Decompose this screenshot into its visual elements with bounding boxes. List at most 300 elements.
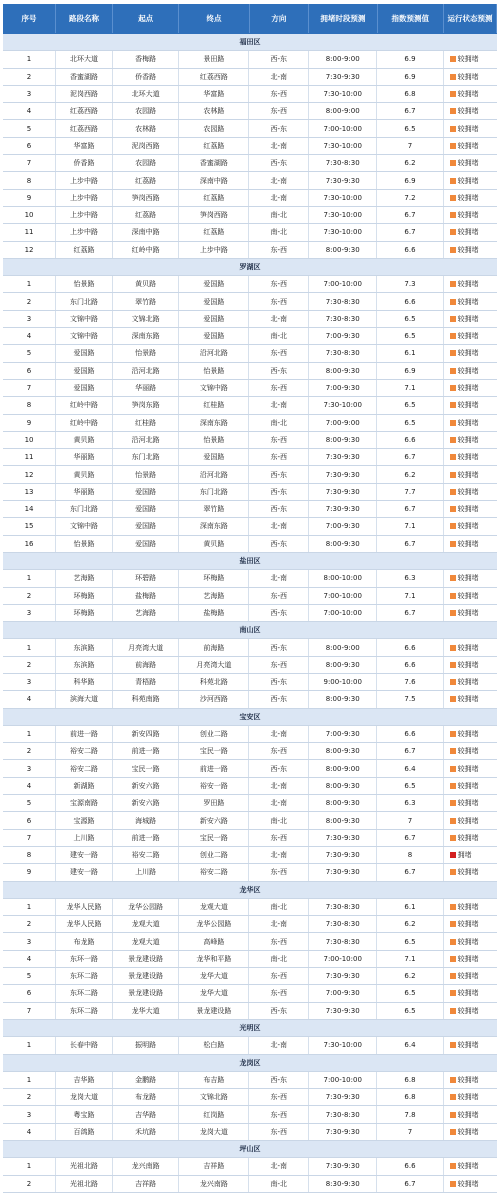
- status-cell: [444, 743, 497, 759]
- status-indicator-icon: [450, 696, 456, 702]
- index-value-cell: 6.4: [377, 1037, 443, 1053]
- index-value-cell: 6.6: [377, 726, 443, 742]
- congestion-period-cell: 7:30-10:00: [309, 207, 377, 223]
- index-value-cell: 7.7: [377, 484, 443, 500]
- status-indicator-icon: [450, 904, 456, 910]
- status-cell: [444, 933, 497, 949]
- end-point-cell: 布吉路: [179, 1072, 249, 1088]
- index-value-cell: 6.8: [377, 86, 443, 102]
- status-cell: [444, 778, 497, 794]
- congestion-period-cell: 7:30-10:00: [309, 1037, 377, 1053]
- start-point-cell: 青梧路: [113, 674, 179, 690]
- end-point-cell: 上步中路: [179, 242, 249, 258]
- status-cell: [444, 726, 497, 742]
- congestion-period-cell: 8:00-9:30: [309, 795, 377, 811]
- status-cell: [444, 397, 497, 413]
- start-point-cell: 深南中路: [113, 224, 179, 240]
- table-row: [3, 1106, 497, 1123]
- status-indicator-icon: [450, 1094, 456, 1100]
- start-point-cell: 海城路: [113, 812, 179, 828]
- status-label: 较拥堵: [457, 470, 479, 479]
- status-label: 较拥堵: [457, 366, 479, 375]
- table-header: [3, 4, 497, 34]
- table-row: [3, 363, 497, 380]
- index-value-cell: 6.8: [377, 1089, 443, 1105]
- table-row: [3, 985, 497, 1002]
- end-point-cell: 怡景路: [179, 363, 249, 379]
- table-row: [3, 830, 497, 847]
- congestion-period-cell: 7:30-9:30: [309, 172, 377, 188]
- status-label: 较拥堵: [457, 902, 479, 911]
- end-point-cell: 笋岗西路: [179, 207, 249, 223]
- status-indicator-icon: [450, 766, 456, 772]
- index-value-cell: 6.5: [377, 1003, 443, 1019]
- end-point-cell: 景田路: [179, 51, 249, 67]
- status-label: 较拥堵: [457, 920, 479, 929]
- status-label: 较拥堵: [457, 72, 479, 81]
- row-index-cell: 8: [3, 847, 56, 863]
- table-row: [3, 1089, 497, 1106]
- direction-cell: 东-西: [249, 933, 309, 949]
- road-name-cell: 裕安二路: [56, 760, 113, 776]
- end-point-cell: 景龙建设路: [179, 1003, 249, 1019]
- row-index-cell: 8: [3, 172, 56, 188]
- row-index-cell: 2: [3, 588, 56, 604]
- status-indicator-icon: [450, 91, 456, 97]
- status-cell: [444, 432, 497, 448]
- status-cell: [444, 103, 497, 119]
- direction-cell: 东-西: [249, 276, 309, 292]
- congestion-period-cell: 7:30-10:00: [309, 224, 377, 240]
- start-point-cell: 爱国路: [113, 518, 179, 534]
- table-row: [3, 397, 497, 414]
- status-cell: [444, 242, 497, 258]
- status-cell: [444, 345, 497, 361]
- end-point-cell: 龙华大道: [179, 985, 249, 1001]
- start-point-cell: 农园路: [113, 155, 179, 171]
- table-row: [3, 415, 497, 432]
- index-value-cell: 6.9: [377, 51, 443, 67]
- end-point-cell: 科苑北路: [179, 674, 249, 690]
- index-value-cell: 6.8: [377, 1072, 443, 1088]
- road-name-cell: 东环二路: [56, 985, 113, 1001]
- start-point-cell: 上川路: [113, 864, 179, 880]
- status-label: 较拥堵: [457, 487, 479, 496]
- index-value-cell: 6.7: [377, 501, 443, 517]
- row-index-cell: 3: [3, 86, 56, 102]
- end-point-cell: 沙河西路: [179, 691, 249, 707]
- congestion-period-cell: 7:00-10:00: [309, 1072, 377, 1088]
- table-row: [3, 328, 497, 345]
- table-row: [3, 276, 497, 293]
- status-indicator-icon: [450, 1042, 456, 1048]
- start-point-cell: 北环大道: [113, 86, 179, 102]
- table-row: [3, 1158, 497, 1175]
- row-index-cell: 9: [3, 415, 56, 431]
- start-point-cell: 景龙建设路: [113, 951, 179, 967]
- status-label: 较拥堵: [457, 660, 479, 669]
- row-index-cell: 2: [3, 69, 56, 85]
- status-indicator-icon: [450, 645, 456, 651]
- end-point-cell: 龙华和平路: [179, 951, 249, 967]
- status-indicator-icon: [450, 160, 456, 166]
- road-name-cell: 上步中路: [56, 190, 113, 206]
- table-row: [3, 570, 497, 587]
- direction-cell: 东-西: [249, 86, 309, 102]
- status-cell: [444, 293, 497, 309]
- table-row: [3, 1176, 497, 1193]
- start-point-cell: 龙华大道: [113, 1003, 179, 1019]
- index-value-cell: 8: [377, 847, 443, 863]
- table-row: [3, 968, 497, 985]
- status-cell: [444, 1072, 497, 1088]
- index-value-cell: 7.1: [377, 951, 443, 967]
- start-point-cell: 裕安二路: [113, 847, 179, 863]
- row-index-cell: 2: [3, 1176, 56, 1192]
- direction-cell: 北-南: [249, 847, 309, 863]
- end-point-cell: 前进一路: [179, 760, 249, 776]
- direction-cell: 西-东: [249, 155, 309, 171]
- start-point-cell: 红荔路: [113, 172, 179, 188]
- table-row: [3, 1124, 497, 1141]
- status-cell: [444, 172, 497, 188]
- direction-cell: 北-南: [249, 1037, 309, 1053]
- status-indicator-icon: [450, 956, 456, 962]
- start-point-cell: 龙观大道: [113, 916, 179, 932]
- end-point-cell: 深南中路: [179, 172, 249, 188]
- status-label: 较拥堵: [457, 1179, 479, 1188]
- start-point-cell: 爱国路: [113, 501, 179, 517]
- direction-cell: 西-东: [249, 639, 309, 655]
- status-indicator-icon: [450, 506, 456, 512]
- status-label: 较拥堵: [457, 55, 479, 64]
- start-point-cell: 禾坑路: [113, 1124, 179, 1140]
- start-point-cell: 爱国路: [113, 484, 179, 500]
- status-label: 较拥堵: [457, 107, 479, 116]
- road-name-cell: 光祖北路: [56, 1176, 113, 1192]
- end-point-cell: 高峰路: [179, 933, 249, 949]
- status-indicator-icon: [450, 869, 456, 875]
- end-point-cell: 裕安一路: [179, 778, 249, 794]
- table-row: [3, 812, 497, 829]
- road-name-cell: 文锦中路: [56, 328, 113, 344]
- table-row: [3, 518, 497, 535]
- row-index-cell: 11: [3, 449, 56, 465]
- road-name-cell: 东环二路: [56, 1003, 113, 1019]
- table-row: [3, 778, 497, 795]
- start-point-cell: 金鹏路: [113, 1072, 179, 1088]
- status-cell: [444, 1158, 497, 1174]
- road-name-cell: 东环一路: [56, 951, 113, 967]
- status-cell: [444, 847, 497, 863]
- road-name-cell: 上步中路: [56, 172, 113, 188]
- status-label: 较拥堵: [457, 1006, 479, 1015]
- status-label: 较拥堵: [457, 954, 479, 963]
- direction-cell: 西-东: [249, 501, 309, 517]
- road-name-cell: 科华路: [56, 674, 113, 690]
- direction-cell: 东-西: [249, 293, 309, 309]
- index-value-cell: 6.6: [377, 639, 443, 655]
- district-header: 坪山区: [3, 1141, 497, 1158]
- congestion-period-cell: 7:30-9:30: [309, 1158, 377, 1174]
- header-index-value: 指数预测值: [378, 4, 444, 33]
- index-value-cell: 6.2: [377, 968, 443, 984]
- direction-cell: 北-南: [249, 69, 309, 85]
- status-label: 较拥堵: [457, 1162, 479, 1171]
- status-label: 较拥堵: [457, 245, 479, 254]
- table-row: [3, 172, 497, 189]
- status-label: 较拥堵: [457, 972, 479, 981]
- status-cell: [444, 120, 497, 136]
- congestion-period-cell: 7:30-8:30: [309, 293, 377, 309]
- status-indicator-icon: [450, 368, 456, 374]
- table-row: [3, 899, 497, 916]
- road-name-cell: 华富路: [56, 138, 113, 154]
- start-point-cell: 沿河北路: [113, 432, 179, 448]
- status-label: 较拥堵: [457, 90, 479, 99]
- index-value-cell: 6.5: [377, 933, 443, 949]
- status-indicator-icon: [450, 818, 456, 824]
- status-label: 较拥堵: [457, 159, 479, 168]
- end-point-cell: 龙华公园路: [179, 916, 249, 932]
- congestion-period-cell: 8:00-9:30: [309, 778, 377, 794]
- road-name-cell: 龙华人民路: [56, 916, 113, 932]
- index-value-cell: 6.6: [377, 1158, 443, 1174]
- index-value-cell: 6.5: [377, 778, 443, 794]
- congestion-period-cell: 7:30-8:30: [309, 345, 377, 361]
- index-value-cell: 6.7: [377, 605, 443, 621]
- index-value-cell: 6.2: [377, 466, 443, 482]
- status-cell: [444, 951, 497, 967]
- start-point-cell: 艺海路: [113, 605, 179, 621]
- start-point-cell: 怡景路: [113, 466, 179, 482]
- status-cell: [444, 536, 497, 552]
- row-index-cell: 6: [3, 985, 56, 1001]
- status-indicator-icon: [450, 108, 456, 114]
- status-indicator-icon: [450, 1163, 456, 1169]
- status-label: 较拥堵: [457, 781, 479, 790]
- row-index-cell: 7: [3, 830, 56, 846]
- header-index: 序号: [3, 4, 56, 33]
- congestion-period-cell: 7:30-9:30: [309, 466, 377, 482]
- congestion-period-cell: 8:00-9:30: [309, 536, 377, 552]
- index-value-cell: 6.6: [377, 293, 443, 309]
- row-index-cell: 1: [3, 899, 56, 915]
- start-point-cell: 景龙建设路: [113, 968, 179, 984]
- end-point-cell: 龙岗大道: [179, 1124, 249, 1140]
- end-point-cell: 深南东路: [179, 518, 249, 534]
- row-index-cell: 4: [3, 951, 56, 967]
- row-index-cell: 9: [3, 864, 56, 880]
- status-cell: [444, 466, 497, 482]
- index-value-cell: 6.5: [377, 985, 443, 1001]
- road-name-cell: 爱国路: [56, 363, 113, 379]
- table-row: [3, 1037, 497, 1054]
- status-cell: [444, 190, 497, 206]
- road-name-cell: 爱国路: [56, 345, 113, 361]
- congestion-period-cell: 7:30-10:00: [309, 138, 377, 154]
- row-index-cell: 3: [3, 760, 56, 776]
- index-value-cell: 6.5: [377, 328, 443, 344]
- direction-cell: 南-北: [249, 224, 309, 240]
- status-indicator-icon: [450, 575, 456, 581]
- row-index-cell: 1: [3, 276, 56, 292]
- row-index-cell: 11: [3, 224, 56, 240]
- status-indicator-icon: [450, 299, 456, 305]
- road-name-cell: 红岭中路: [56, 415, 113, 431]
- index-value-cell: 6.7: [377, 224, 443, 240]
- district-header: 罗湖区: [3, 259, 497, 276]
- header-start: 起点: [113, 4, 179, 33]
- status-cell: [444, 968, 497, 984]
- congestion-period-cell: 7:00-10:00: [309, 276, 377, 292]
- status-cell: [444, 1037, 497, 1053]
- end-point-cell: 龙兴南路: [179, 1176, 249, 1192]
- direction-cell: 东-西: [249, 345, 309, 361]
- row-index-cell: 1: [3, 1072, 56, 1088]
- status-cell: [444, 415, 497, 431]
- road-name-cell: 建安一路: [56, 847, 113, 863]
- table-row: [3, 691, 497, 708]
- road-name-cell: 怡景路: [56, 536, 113, 552]
- congestion-period-cell: 7:30-8:30: [309, 899, 377, 915]
- status-cell: [444, 795, 497, 811]
- start-point-cell: 振明路: [113, 1037, 179, 1053]
- row-index-cell: 2: [3, 743, 56, 759]
- status-label: 较拥堵: [457, 539, 479, 548]
- direction-cell: 东-西: [249, 830, 309, 846]
- road-name-cell: 环梅路: [56, 605, 113, 621]
- row-index-cell: 3: [3, 933, 56, 949]
- status-cell: [444, 380, 497, 396]
- end-point-cell: 华富路: [179, 86, 249, 102]
- congestion-period-cell: 8:00-9:30: [309, 691, 377, 707]
- road-name-cell: 东门北路: [56, 293, 113, 309]
- row-index-cell: 7: [3, 155, 56, 171]
- direction-cell: 东-西: [249, 432, 309, 448]
- start-point-cell: 笋岗西路: [113, 190, 179, 206]
- row-index-cell: 4: [3, 328, 56, 344]
- index-value-cell: 6.5: [377, 120, 443, 136]
- start-point-cell: 龙华公园路: [113, 899, 179, 915]
- status-cell: [444, 501, 497, 517]
- end-point-cell: 爱国路: [179, 276, 249, 292]
- status-label: 较拥堵: [457, 816, 479, 825]
- status-label: 较拥堵: [457, 349, 479, 358]
- table-row: [3, 69, 497, 86]
- road-name-cell: 裕安二路: [56, 743, 113, 759]
- road-name-cell: 东滨路: [56, 657, 113, 673]
- congestion-period-cell: 7:30-9:30: [309, 69, 377, 85]
- congestion-period-cell: 7:00-9:00: [309, 415, 377, 431]
- direction-cell: 东-西: [249, 864, 309, 880]
- status-indicator-icon: [450, 835, 456, 841]
- status-cell: [444, 985, 497, 1001]
- index-value-cell: 7.3: [377, 276, 443, 292]
- row-index-cell: 5: [3, 345, 56, 361]
- direction-cell: 南-北: [249, 951, 309, 967]
- header-direction: 方向: [250, 4, 310, 33]
- header-status: 运行状态预测: [444, 4, 497, 33]
- table-row: [3, 293, 497, 310]
- road-name-cell: 粤宝路: [56, 1106, 113, 1122]
- index-value-cell: 7.1: [377, 588, 443, 604]
- end-point-cell: 红荔路: [179, 190, 249, 206]
- direction-cell: 西-东: [249, 674, 309, 690]
- end-point-cell: 红荔路: [179, 138, 249, 154]
- direction-cell: 北-南: [249, 311, 309, 327]
- direction-cell: 南-北: [249, 207, 309, 223]
- index-value-cell: 6.7: [377, 207, 443, 223]
- status-indicator-icon: [450, 1129, 456, 1135]
- row-index-cell: 10: [3, 432, 56, 448]
- row-index-cell: 1: [3, 726, 56, 742]
- row-index-cell: 12: [3, 466, 56, 482]
- road-name-cell: 香蜜湖路: [56, 69, 113, 85]
- road-name-cell: 东环二路: [56, 968, 113, 984]
- end-point-cell: 裕安二路: [179, 864, 249, 880]
- status-label: 较拥堵: [457, 314, 479, 323]
- road-name-cell: 新湖路: [56, 778, 113, 794]
- status-label: 较拥堵: [457, 228, 479, 237]
- congestion-period-cell: 7:30-9:30: [309, 847, 377, 863]
- road-name-cell: 侨香路: [56, 155, 113, 171]
- index-value-cell: 7.5: [377, 691, 443, 707]
- start-point-cell: 侨香路: [113, 69, 179, 85]
- start-point-cell: 翠竹路: [113, 293, 179, 309]
- road-name-cell: 宝源南路: [56, 795, 113, 811]
- table-row: [3, 760, 497, 777]
- end-point-cell: 沿河北路: [179, 466, 249, 482]
- status-label: 较拥堵: [457, 695, 479, 704]
- status-cell: [444, 1124, 497, 1140]
- congestion-period-cell: 7:00-10:00: [309, 605, 377, 621]
- table-row: [3, 432, 497, 449]
- row-index-cell: 1: [3, 1037, 56, 1053]
- status-label: 较拥堵: [457, 747, 479, 756]
- congestion-period-cell: 7:30-9:30: [309, 1089, 377, 1105]
- road-name-cell: 红荔路: [56, 242, 113, 258]
- row-index-cell: 3: [3, 605, 56, 621]
- row-index-cell: 16: [3, 536, 56, 552]
- status-indicator-icon: [450, 662, 456, 668]
- start-point-cell: 香梅路: [113, 51, 179, 67]
- table-row: [3, 51, 497, 68]
- index-value-cell: 6.6: [377, 432, 443, 448]
- status-label: 较拥堵: [457, 643, 479, 652]
- district-header: 龙岗区: [3, 1055, 497, 1072]
- status-indicator-icon: [450, 385, 456, 391]
- start-point-cell: 新安六路: [113, 795, 179, 811]
- index-value-cell: 7: [377, 138, 443, 154]
- congestion-period-cell: 8:30-9:30: [309, 1176, 377, 1192]
- status-indicator-icon: [450, 420, 456, 426]
- status-cell: [444, 691, 497, 707]
- district-header: 福田区: [3, 34, 497, 51]
- congestion-period-cell: 8:00-9:00: [309, 103, 377, 119]
- status-cell: [444, 1003, 497, 1019]
- table-row: [3, 1003, 497, 1020]
- status-cell: [444, 570, 497, 586]
- header-congestion-period: 拥堵时段预测: [309, 4, 377, 33]
- status-cell: [444, 86, 497, 102]
- table-row: [3, 380, 497, 397]
- status-label: 较拥堵: [457, 868, 479, 877]
- table-row: [3, 743, 497, 760]
- start-point-cell: 科苑南路: [113, 691, 179, 707]
- index-value-cell: 6.5: [377, 415, 443, 431]
- status-indicator-icon: [450, 1008, 456, 1014]
